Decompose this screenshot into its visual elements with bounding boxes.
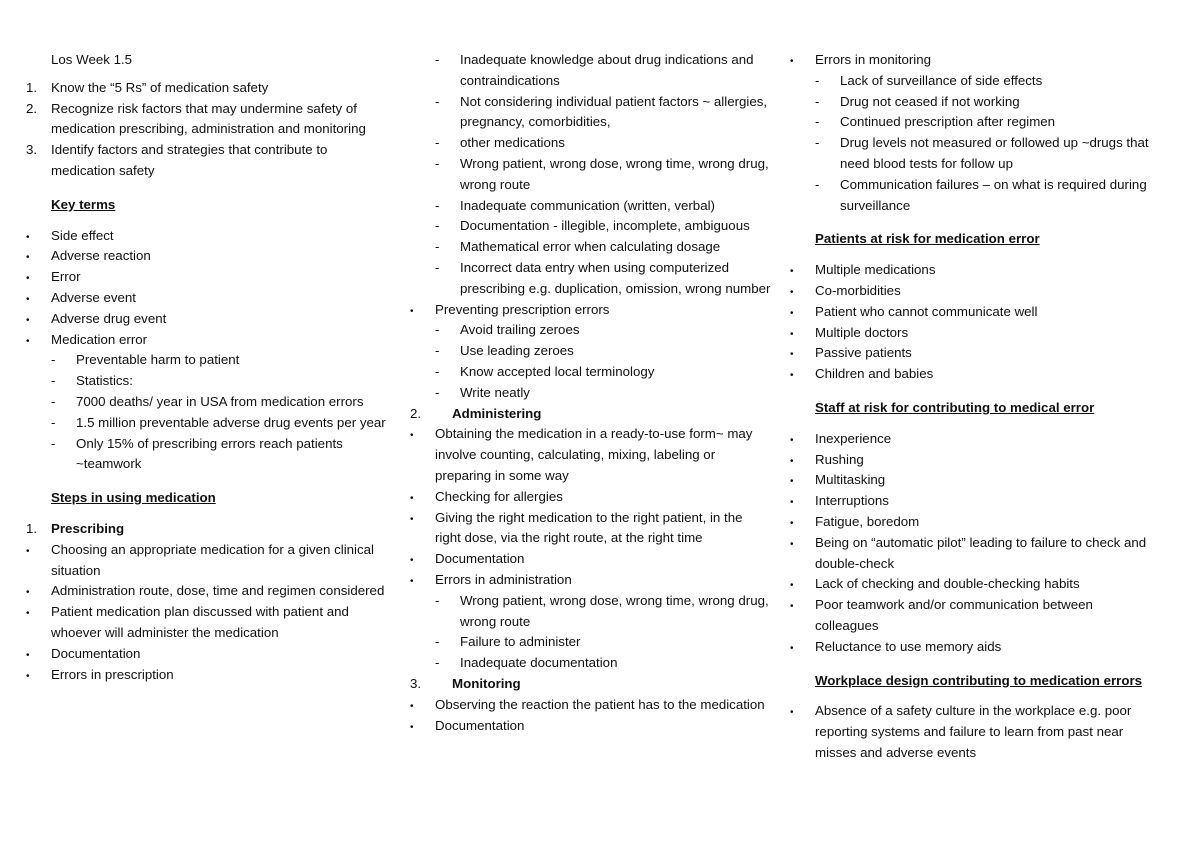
list-item-text: Errors in prescription [51, 666, 174, 682]
sub-list-item [410, 196, 772, 217]
bullet-icon: • [410, 430, 414, 442]
list-item [410, 674, 772, 695]
list-item [790, 701, 1150, 763]
list-item-text: Multiple medications [815, 262, 936, 278]
column-2 [410, 50, 772, 736]
list-item-text: Patient medication plan discussed with patient and whoever will administer the medication [51, 604, 349, 640]
list-number: 1. [26, 520, 38, 536]
list-item-text: Error [51, 269, 81, 285]
list-item [790, 574, 1150, 595]
bullet-icon: • [26, 608, 30, 620]
list-item [26, 644, 386, 665]
list-item-text: Not considering individual patient factors ~ allergies, pregnancy, comorbidities, [460, 93, 768, 130]
list-item-text: Observing the reaction the patient has to the medication [435, 696, 765, 712]
list-item-text: Side effect [51, 227, 114, 243]
list-item-text: Prescribing [51, 520, 125, 536]
list-item-text: Failure to administer [460, 634, 581, 650]
sub-list-item [410, 50, 772, 92]
list-item [790, 429, 1150, 450]
sub-list-item [410, 362, 772, 383]
list-item-text: Reluctance to use memory aids [815, 638, 1002, 654]
list-item [410, 300, 772, 321]
list-item-text: Communication failures – on what is required during surveillance [840, 176, 1147, 213]
sub-list-item [410, 258, 772, 300]
section-heading: Staff at risk for contributing to medical error [815, 399, 1095, 415]
list-item-text: Inexperience [815, 430, 892, 446]
list-item [26, 140, 386, 182]
list-item-text: Inadequate communication (written, verbal) [460, 197, 715, 213]
bullet-icon: • [790, 601, 794, 613]
list-item-text: Choosing an appropriate medication for a given clinical situation [51, 541, 375, 578]
list-item [26, 226, 386, 247]
bullet-icon: • [410, 513, 414, 525]
bullet-icon: • [410, 555, 414, 567]
bullet-icon: • [26, 649, 30, 661]
bullet-icon: • [790, 349, 794, 361]
list-item-text: Absence of a safety culture in the workplace e.g. poor reporting systems and failure to learn from past near misses and adverse events [815, 703, 1132, 760]
sub-list-item [26, 350, 386, 371]
list-item-text: Adverse reaction [51, 248, 151, 264]
sub-list-item [410, 341, 772, 362]
sub-list-item [410, 653, 772, 674]
section-heading: Key terms [51, 196, 116, 212]
list-item [26, 330, 386, 351]
dash-marker: - [435, 655, 440, 671]
list-item [790, 637, 1150, 658]
dash-marker: - [51, 352, 56, 368]
sub-list-item [26, 371, 386, 392]
dash-marker: - [435, 218, 440, 234]
list-item [790, 491, 1150, 512]
list-item-text: Incorrect data entry when using computerized prescribing e.g. duplication, omission, wrong number [460, 259, 771, 296]
list-item [790, 364, 1150, 385]
bullet-icon: • [790, 476, 794, 488]
list-item [410, 549, 772, 570]
list-item-text: Adverse drug event [51, 310, 167, 326]
bullet-icon: • [790, 266, 794, 278]
column-3 [790, 50, 1150, 764]
list-item-text: Multitasking [815, 472, 886, 488]
list-item-text: Documentation [435, 717, 525, 733]
list-item-text: Avoid trailing zeroes [460, 322, 580, 338]
list-item [410, 695, 772, 716]
list-item-text: Monitoring [452, 675, 521, 691]
list-item-text: Fatigue, boredom [815, 513, 920, 529]
bullet-icon: • [410, 721, 414, 733]
list-item [26, 540, 386, 582]
list-item-text: Inadequate documentation [460, 655, 618, 671]
sub-list-item [410, 237, 772, 258]
sub-list-item [790, 112, 1150, 133]
bullet-icon: • [790, 707, 794, 719]
dash-marker: - [435, 634, 440, 650]
bullet-icon: • [790, 328, 794, 340]
list-item [26, 665, 386, 686]
bullet-icon: • [26, 314, 30, 326]
list-item-text: Checking for allergies [435, 488, 563, 504]
list-item-text: Passive patients [815, 345, 912, 361]
list-item-text: Poor teamwork and/or communication between colleagues [815, 597, 1093, 633]
dash-marker: - [51, 414, 56, 430]
list-item [790, 323, 1150, 344]
list-number: 3. [26, 142, 38, 158]
sub-list-item [410, 92, 772, 134]
list-item-text: Use leading zeroes [460, 343, 574, 359]
dash-marker: - [435, 259, 440, 275]
list-item [790, 470, 1150, 491]
spacer [790, 658, 1150, 668]
list-item-text: Inadequate knowledge about drug indications and contraindications [460, 52, 754, 88]
dash-marker: - [435, 135, 440, 151]
list-number: 2. [26, 100, 38, 116]
list-item [790, 343, 1150, 364]
list-item-text: Lack of checking and double-checking habits [815, 576, 1080, 592]
page-title: Los Week 1.5 [51, 52, 133, 67]
list-item-text: Rushing [815, 451, 864, 467]
list-item [790, 50, 1150, 71]
spacer [790, 385, 1150, 395]
dash-marker: - [435, 93, 440, 109]
bullet-icon: • [26, 231, 30, 243]
bullet-icon: • [26, 335, 30, 347]
list-item-text: Administering [452, 405, 542, 421]
list-item-text: Interruptions [815, 493, 889, 509]
list-item [410, 487, 772, 508]
spacer [790, 216, 1150, 226]
list-item-text: Documentation [51, 645, 141, 661]
dash-marker: - [435, 363, 440, 379]
list-item-text: other medications [460, 135, 565, 151]
sub-list-item [26, 434, 386, 476]
sub-list-item [26, 392, 386, 413]
list-item-text: Being on “automatic pilot” leading to failure to check and double-check [815, 534, 1147, 571]
list-item-text: Only 15% of prescribing errors reach patients ~teamwork [76, 435, 343, 472]
bullet-icon: • [790, 56, 794, 67]
list-item-text: 7000 deaths/ year in USA from medication errors [76, 393, 364, 409]
sub-list-item [410, 320, 772, 341]
list-number: 3. [410, 675, 422, 691]
list-item-text: Write neatly [460, 384, 530, 400]
bullet-icon: • [26, 273, 30, 285]
list-item [26, 288, 386, 309]
list-item-text: Children and babies [815, 366, 934, 382]
dash-marker: - [435, 322, 440, 338]
list-item-text: Adverse event [51, 289, 137, 305]
sub-list-item [26, 413, 386, 434]
list-item [26, 78, 386, 99]
list-number: 2. [410, 405, 422, 421]
dash-marker: - [51, 393, 56, 409]
list-item [26, 246, 386, 267]
list-item-text: Drug levels not measured or followed up ~drugs that need blood tests for follow up [840, 135, 1149, 171]
bullet-icon: • [790, 286, 794, 298]
list-item [410, 570, 772, 591]
list-item [26, 309, 386, 330]
column-1 [26, 50, 386, 685]
dash-marker: - [815, 114, 820, 130]
list-item-text: Recognize risk factors that may undermine safety of medication prescribing, administration and monitoring [51, 100, 366, 137]
dash-marker: - [435, 239, 440, 255]
section-heading: Steps in using medication [51, 490, 216, 506]
bullet-icon: • [410, 492, 414, 504]
sub-list-item [410, 591, 772, 633]
dash-marker: - [815, 135, 820, 151]
bullet-icon: • [790, 370, 794, 382]
list-item [790, 302, 1150, 323]
list-item-text: Lack of surveillance of side effects [840, 72, 1043, 88]
dash-marker: - [435, 384, 440, 400]
bullet-icon: • [26, 670, 30, 682]
section-heading: Workplace design contributing to medication errors [815, 672, 1143, 688]
list-item-text: 1.5 million preventable adverse drug events per year [76, 414, 386, 430]
dash-marker: - [435, 197, 440, 213]
list-item-text: Errors in administration [435, 571, 572, 587]
bullet-icon: • [410, 305, 414, 317]
sub-list-item [790, 133, 1150, 175]
list-item-text: Medication error [51, 331, 148, 347]
list-item-text: Documentation [435, 551, 525, 567]
list-item-text: Know accepted local terminology [460, 363, 655, 379]
list-item-text: Co-morbidities [815, 282, 901, 298]
dash-marker: - [51, 373, 56, 389]
bullet-icon: • [26, 545, 30, 557]
sub-list-item [790, 92, 1150, 113]
dash-marker: - [815, 176, 820, 192]
list-item-text: Continued prescription after regimen [840, 114, 1056, 130]
dash-marker: - [435, 343, 440, 359]
list-item [790, 281, 1150, 302]
sub-list-item [790, 175, 1150, 217]
bullet-icon: • [26, 587, 30, 599]
bullet-icon: • [790, 642, 794, 654]
dash-marker: - [435, 52, 440, 67]
bullet-icon: • [790, 497, 794, 509]
bullet-icon: • [790, 580, 794, 592]
sub-list-item [410, 154, 772, 196]
bullet-icon: • [26, 252, 30, 264]
list-item-text: Wrong patient, wrong dose, wrong time, wrong drug, wrong route [460, 155, 769, 192]
list-item-text: Multiple doctors [815, 324, 909, 340]
list-item [410, 716, 772, 737]
bullet-icon: • [790, 434, 794, 446]
bullet-icon: • [790, 538, 794, 550]
list-item-text: Documentation - illegible, incomplete, ambiguous [460, 218, 750, 234]
list-item-text: Identify factors and strategies that contribute to medication safety [51, 142, 328, 178]
spacer [26, 182, 386, 192]
list-item [26, 99, 386, 141]
list-item-text: Administration route, dose, time and regimen considered [51, 583, 385, 599]
sub-list-item [410, 632, 772, 653]
list-item-text: Mathematical error when calculating dosage [460, 239, 721, 255]
list-item [410, 404, 772, 425]
list-item [26, 519, 386, 540]
section-heading: Patients at risk for medication error [815, 231, 1040, 247]
bullet-icon: • [410, 700, 414, 712]
list-item-text: Giving the right medication to the right patient, in the right dose, via the right route, at the right time [435, 509, 743, 546]
list-item-text: Preventable harm to patient [76, 352, 240, 368]
list-item [790, 450, 1150, 471]
list-item-text: Preventing prescription errors [435, 301, 610, 317]
dash-marker: - [815, 93, 820, 109]
sub-list-item [410, 133, 772, 154]
list-number: 1. [26, 79, 38, 95]
dash-marker: - [435, 155, 440, 171]
bullet-icon: • [790, 307, 794, 319]
list-item [790, 595, 1150, 637]
dash-marker: - [51, 435, 56, 451]
list-item-text: Errors in monitoring [815, 52, 932, 67]
dash-marker: - [815, 72, 820, 88]
bullet-icon: • [410, 575, 414, 587]
spacer [26, 475, 386, 485]
list-item-text: Patient who cannot communicate well [815, 303, 1038, 319]
list-item-text: Statistics: [76, 373, 133, 389]
list-item-text: Drug not ceased if not working [840, 93, 1020, 109]
sub-list-item [410, 383, 772, 404]
bullet-icon: • [26, 293, 30, 305]
list-item [410, 508, 772, 550]
list-item [790, 512, 1150, 533]
list-item [26, 602, 386, 644]
list-item [26, 267, 386, 288]
sub-list-item [410, 216, 772, 237]
bullet-icon: • [790, 517, 794, 529]
list-item-text: Wrong patient, wrong dose, wrong time, wrong drug, wrong route [460, 592, 769, 629]
list-item-text: Obtaining the medication in a ready-to-use form~ may involve counting, calculating, mixing, labeling or preparing in some way [435, 426, 753, 483]
list-item [790, 533, 1150, 575]
sub-list-item [790, 71, 1150, 92]
bullet-icon: • [790, 455, 794, 467]
list-item [790, 260, 1150, 281]
dash-marker: - [435, 592, 440, 608]
list-item [410, 424, 772, 486]
list-item-text: Know the “5 Rs” of medication safety [51, 79, 269, 95]
list-item [26, 581, 386, 602]
